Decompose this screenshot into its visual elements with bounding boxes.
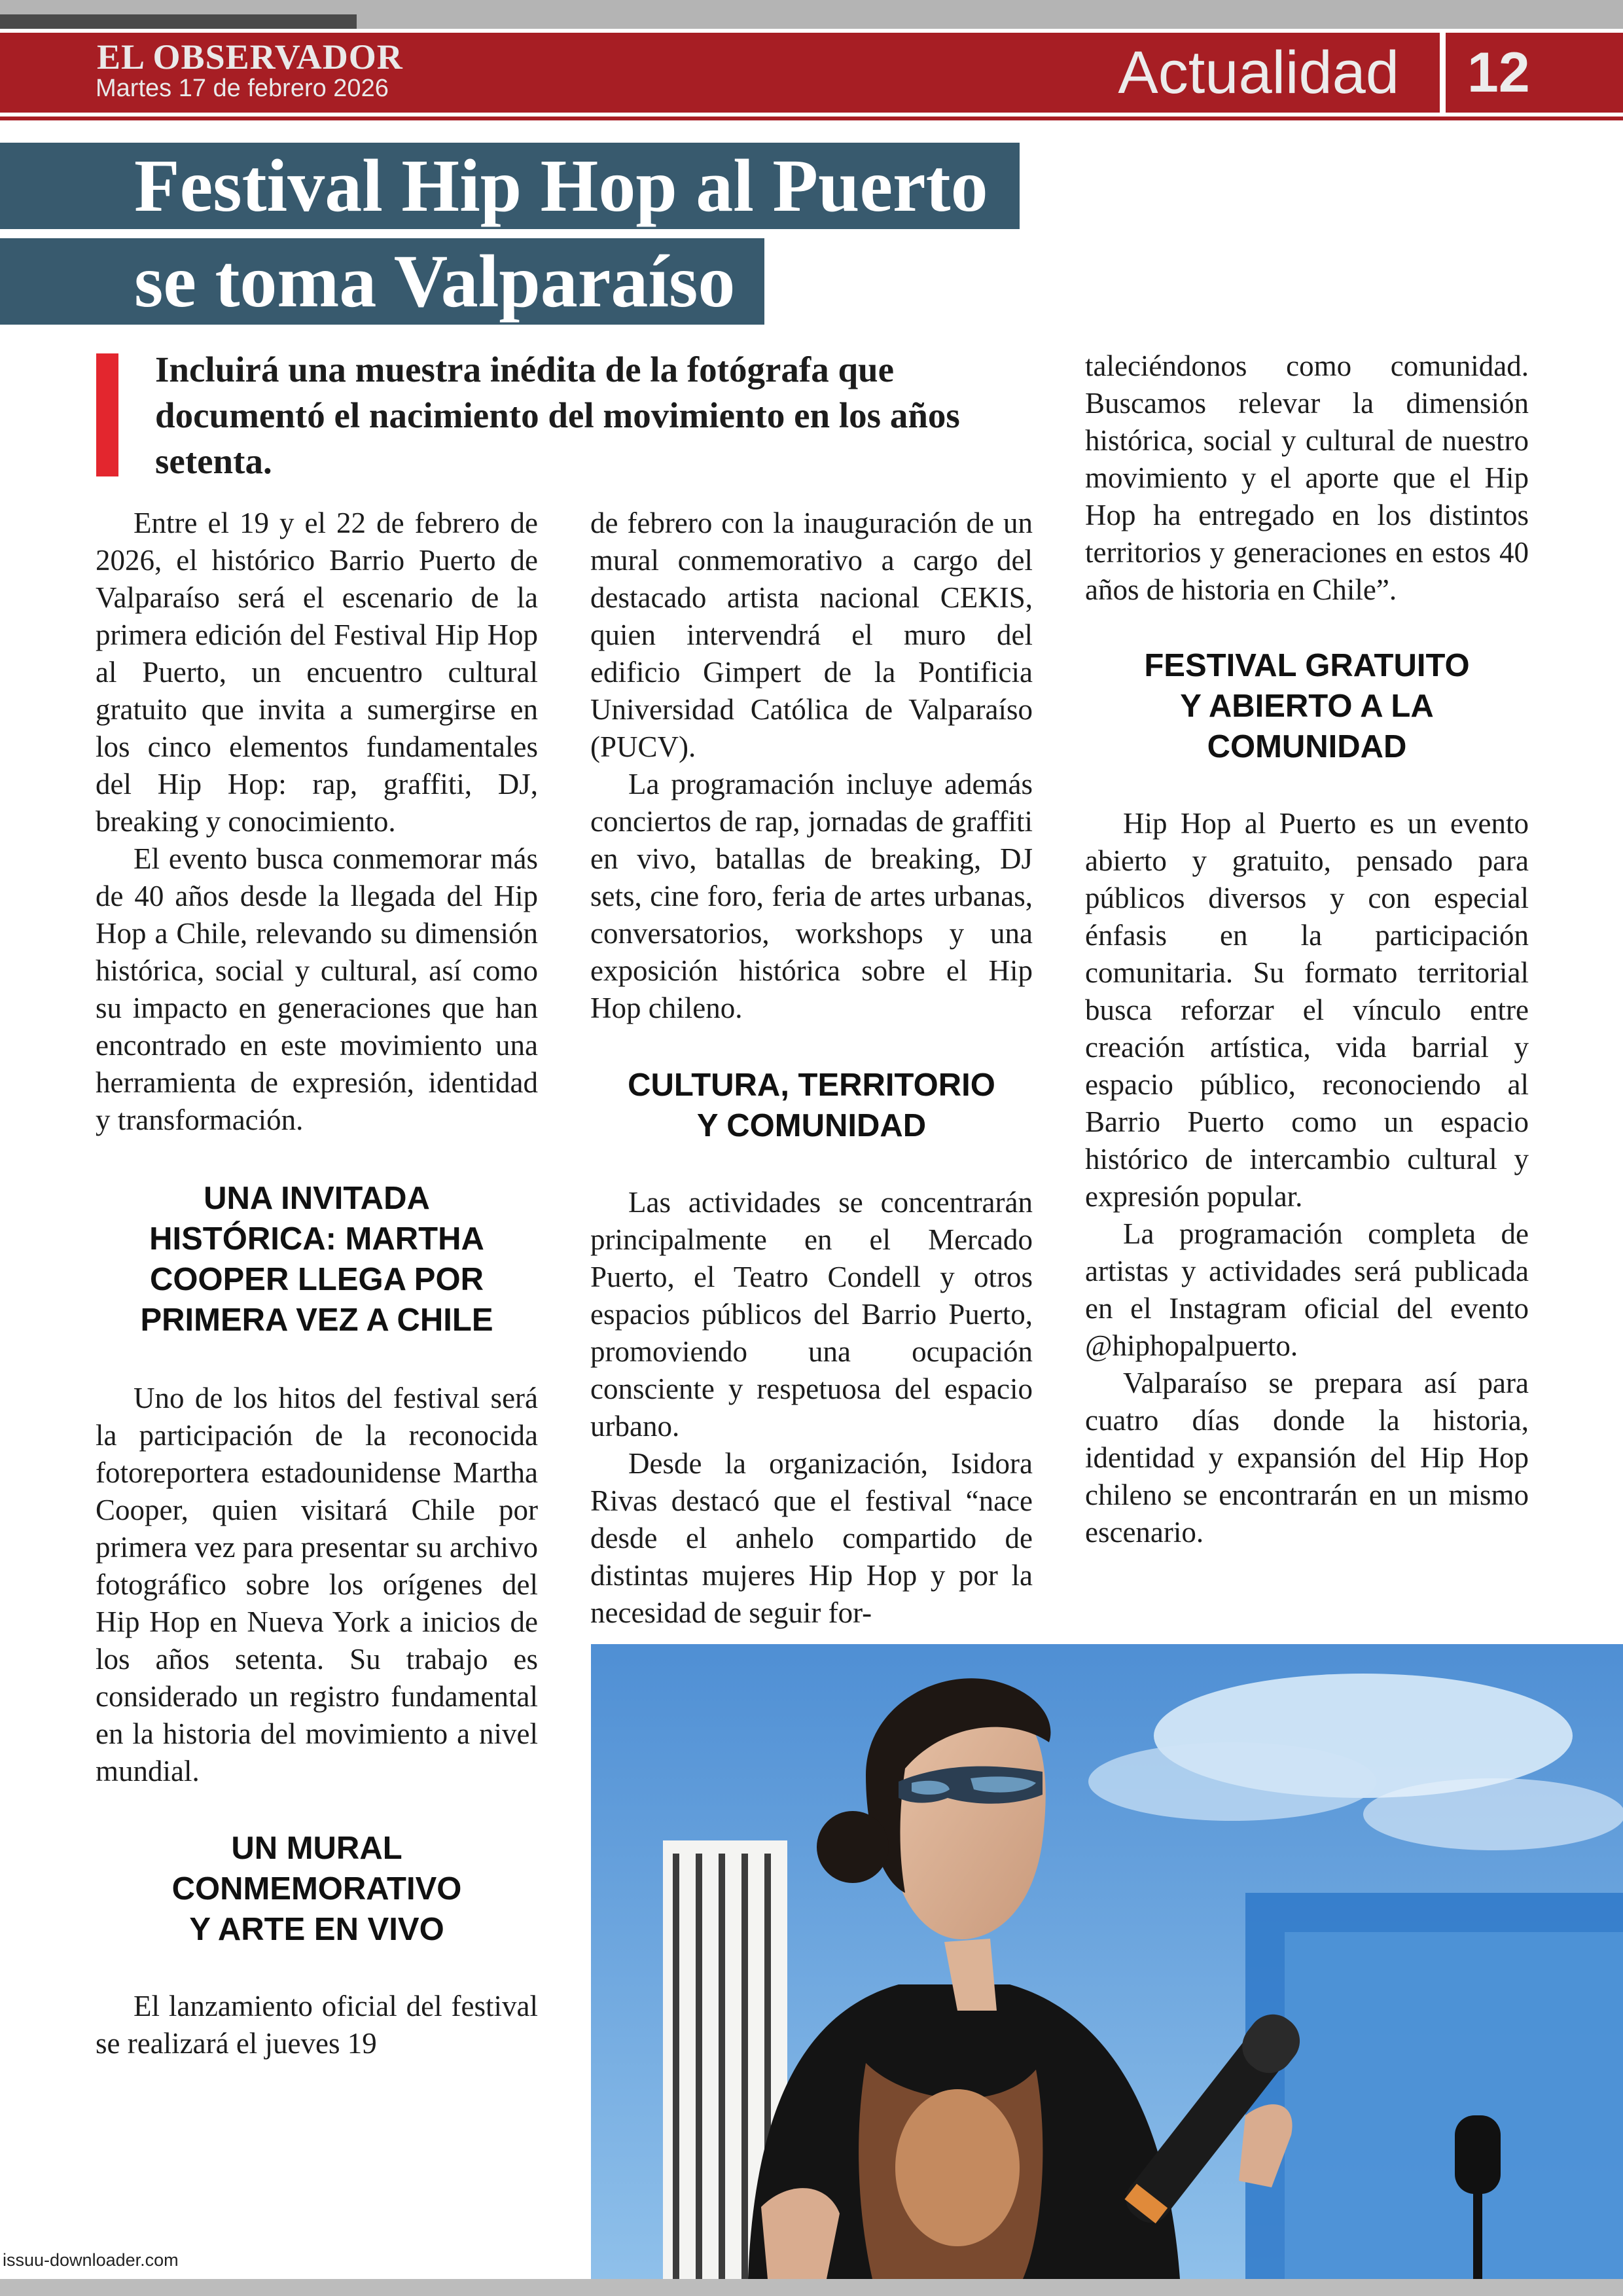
article-column-2 [590,505,1033,1632]
paragraph: Las actividades se concentrarán principalmente en el Mercado Puerto, el Teatro Condell y otros espacios públicos del Barrio Puerto, promoviendo una ocupación consciente y respetuosa del espacio urbano. [590,1186,1033,1443]
subtitle-accent-bar [96,353,118,476]
paragraph: Desde la organización, Isidora Rivas destacó que el festival “nace desde el anhelo compartido de distintas mujeres Hip Hop y por la necesidad de seguir for- [590,1447,1033,1629]
section-heading: UN MURAL CONMEMORATIVO Y ARTE EN VIVO [171,1831,462,1947]
paragraph: Hip Hop al Puerto es un evento abierto y gratuito, pensado para públicos diversos y con especial énfasis en la participación comunitaria. Su formato territorial busca reforzar el vínculo entre creación artística, vida barrial y espacio público, reconociendo al Barrio Puerto como un espacio histórico de intercambio cultural y expresión popular. [1085,807,1529,1213]
performer-photo-illustration [591,1644,1623,2279]
paper-name: EL OBSERVADOR [97,37,403,77]
section-heading: UNA INVITADA HISTÓRICA: MARTHA COOPER LLEGA POR PRIMERA VEZ A CHILE [140,1181,493,1338]
headline-line1: Festival Hip Hop al Puerto [134,144,988,227]
paragraph: de febrero con la inauguración de un mural conmemorativo a cargo del destacado artista nacional CEKIS, quien intervendrá el muro del edificio Gimpert de la Pontificia Universidad Católica de Valparaíso (PUCV). [590,507,1033,763]
paragraph: El lanzamiento oficial del festival se realizará el jueves 19 [96,1990,538,2060]
page-number: 12 [1467,41,1530,104]
subtitle: Incluirá una muestra inédita de la fotógrafa que documentó el nacimiento del movimiento en los años setenta. [155,350,960,481]
paragraph: La programación incluye además conciertos de rap, jornadas de graffiti en vivo, batallas de breaking, DJ sets, cine foro, feria de artes urbanas, conversatorios, workshops y una exposición histórica sobre el Hip Hop chileno. [590,768,1033,1024]
masthead-underline [0,117,1623,120]
issue-date: Martes 17 de febrero 2026 [96,75,389,102]
section-heading: CULTURA, TERRITORIO Y COMUNIDAD [628,1067,995,1143]
section-heading: FESTIVAL GRATUITO Y ABIERTO A LA COMUNIDAD [1144,648,1470,764]
headline-line2: se toma Valparaíso [134,240,736,323]
paragraph: Valparaíso se prepara así para cuatro días donde la historia, identidad y expansión del Hip Hop chileno se encontrarán en un mismo escenario. [1085,1367,1529,1549]
paragraph: taleciéndonos como comunidad. Buscamos relevar la dimensión histórica, social y cultural de nuestro movimiento y el aporte que el Hip Hop ha entregado en los distintos territorios y generaciones en estos 40 años de historia en Chile”. [1085,350,1529,606]
paragraph: El evento busca conmemorar más de 40 años desde la llegada del Hip Hop a Chile, relevando su dimensión histórica, social y cultural, así como su impacto en generaciones que han encontrado en este movimiento una herramienta de expresión, identidad y transformación. [96,842,538,1136]
article-column-3 [1085,348,1529,1551]
footer-credit: issuu-downloader.com [3,2250,179,2270]
article-column-1 [96,505,538,2062]
paragraph: La programación completa de artistas y actividades será publicada en el Instagram oficial del evento @hiphopalpuerto. [1085,1217,1529,1362]
article-photo [591,1644,1623,2279]
page-divider [1440,33,1446,113]
paragraph: Entre el 19 y el 22 de febrero de 2026, el histórico Barrio Puerto de Valparaíso será el escenario de la primera edición del Festival Hip Hop al Puerto, un encuentro cultural gratuito que invita a sumergirse en los cinco elementos fundamentales del Hip Hop: rap, graffiti, DJ, breaking y conocimiento. [96,507,538,838]
paragraph: Uno de los hitos del festival será la participación de la reconocida fotoreportera estadounidense Martha Cooper, quien visitará Chile por primera vez para presentar su archivo fotográfico sobre los orígenes del Hip Hop en Nueva York a inicios de los años setenta. Su trabajo es considerado un registro fundamental en la historia del movimiento a nivel mundial. [96,1382,538,1787]
top-dark-strip [0,14,357,29]
bottom-gray-strip [0,2279,1623,2296]
section-name: Actualidad [1118,39,1399,106]
